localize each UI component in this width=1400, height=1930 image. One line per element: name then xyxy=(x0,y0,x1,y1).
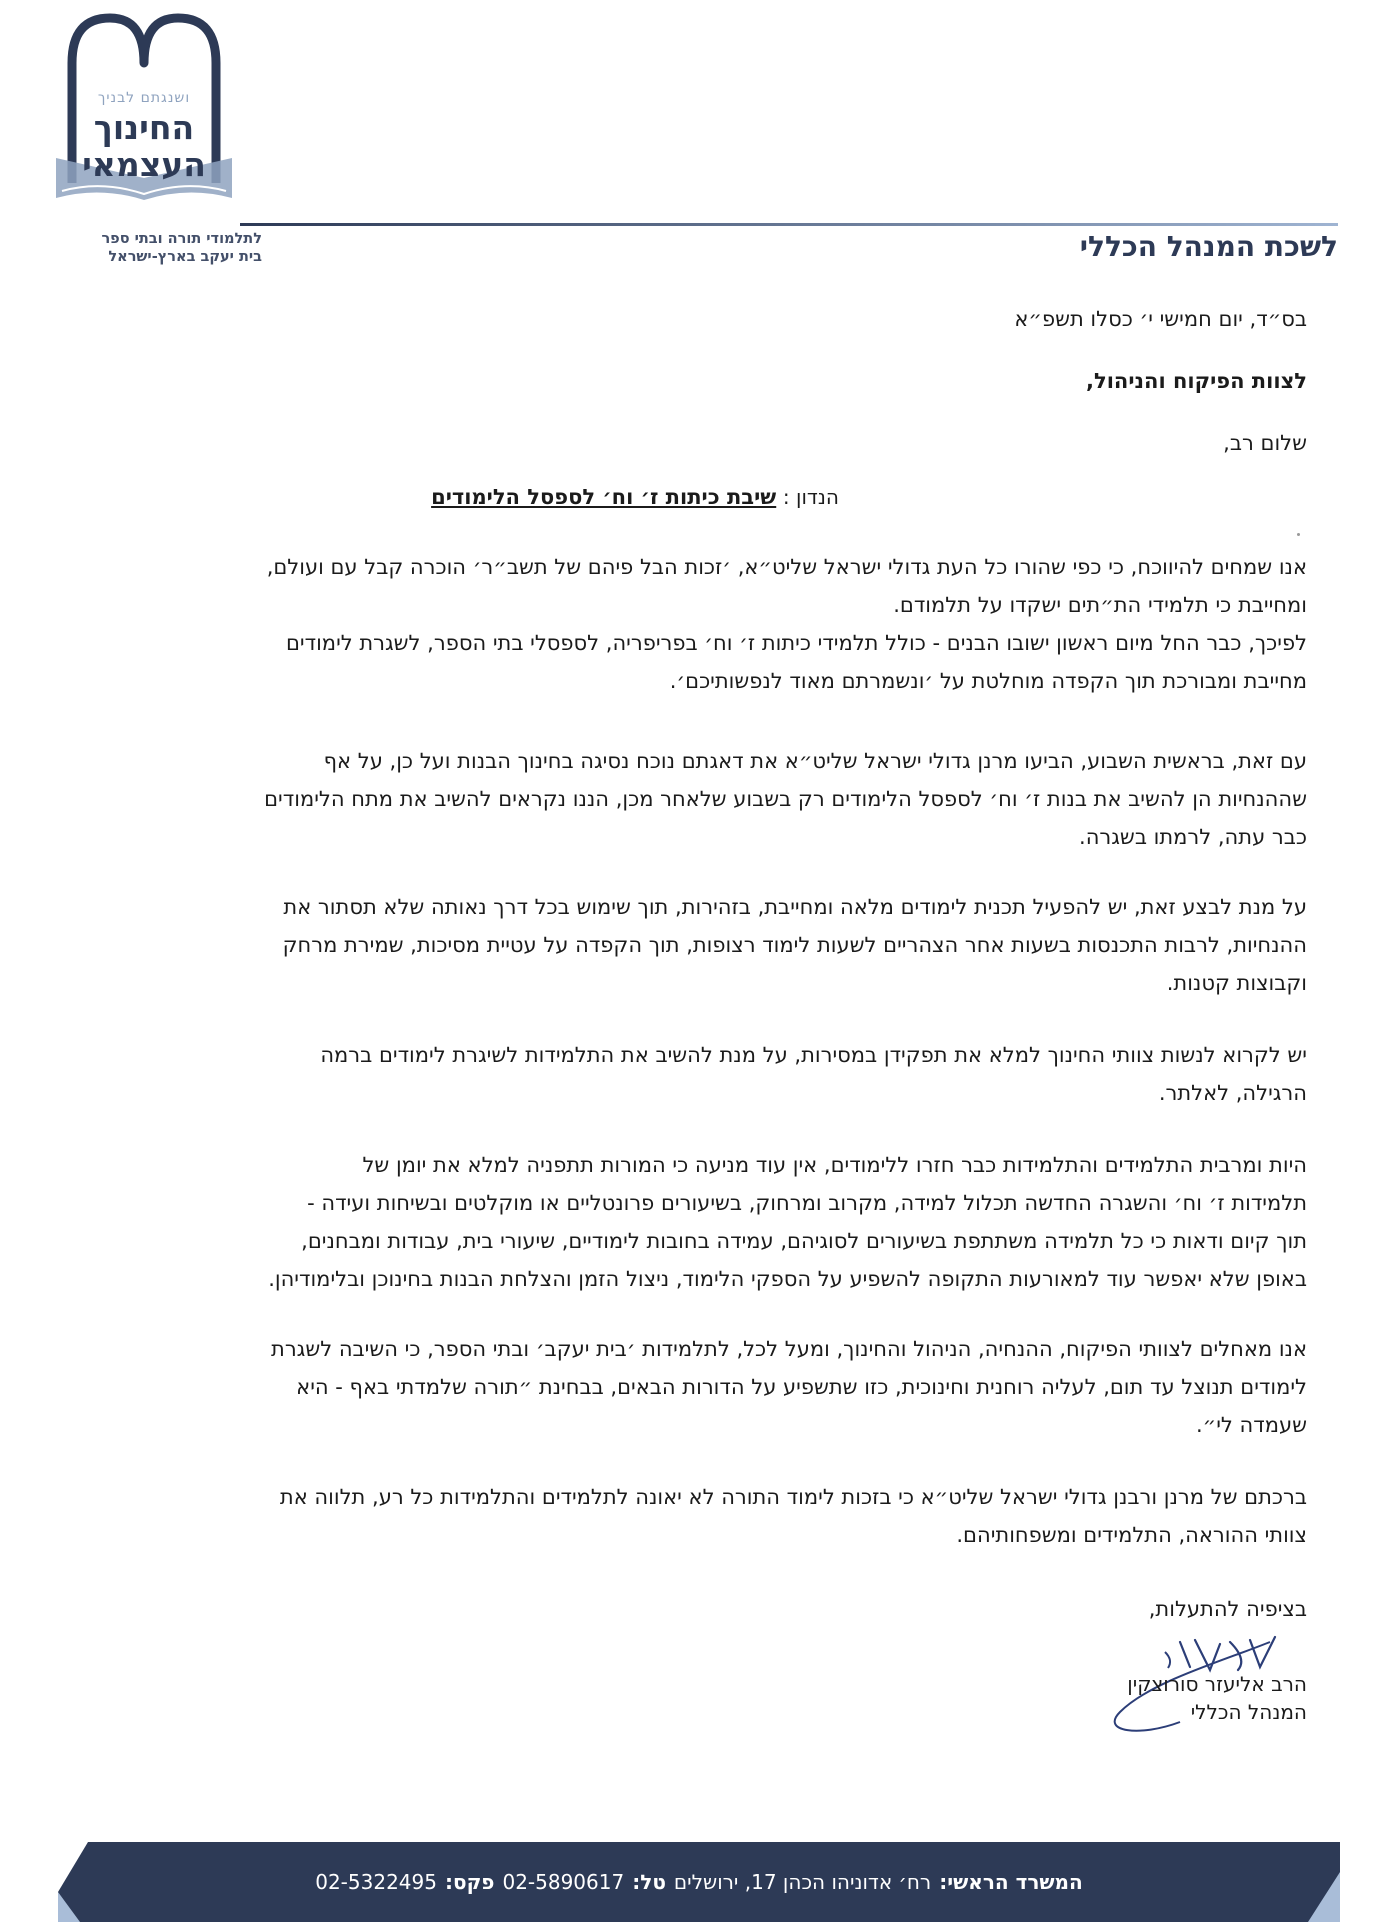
footer-fax: 02-5322495 xyxy=(315,1870,437,1894)
paragraph-4 xyxy=(108,1036,1307,1112)
footer-contact xyxy=(58,1842,1340,1922)
letter-greeting: שלום רב, xyxy=(1223,431,1307,455)
logo-name-line1: החינוך xyxy=(93,108,195,147)
footer-phone-label: טל: xyxy=(632,1870,666,1894)
paragraph-line: אנו שמחים להיווכח, כי כפי שהורו כל העת גדולי ישראל שליט״א, ׳זכות הבל פיהם של תשב״ר׳ הוכרה קבל עם ועולם, xyxy=(266,555,1307,579)
footer-bar xyxy=(58,1842,1340,1922)
logo-motto: ושנגתם לבניך xyxy=(97,90,191,106)
signer-title: המנהל הכללי xyxy=(1190,1700,1307,1724)
footer-label: המשרד הראשי: xyxy=(939,1870,1083,1894)
paragraph-line: באופן שלא יאפשר עוד למאורעות התקופה להשפיע על הספקי הלימוד, ניצול הזמן והצלחת הבנות בחינוכן ובלימודיהן. xyxy=(268,1267,1307,1291)
paragraph-line: ומחייבת כי תלמידי הת״תים ישקדו על תלמודם. xyxy=(893,593,1307,617)
paragraph-line: צוותי ההוראה, התלמידים ומשפחותיהם. xyxy=(956,1523,1307,1547)
paragraph-line: היות ומרבית התלמידים והתלמידות כבר חזרו ללימודים, אין עוד מניעה כי המורות תתפניה למלא את יומן של xyxy=(362,1153,1307,1177)
paragraph-1 xyxy=(108,548,1307,700)
paragraph-line: הרגילה, לאלתר. xyxy=(1158,1081,1307,1105)
paragraph-line: ההנחיות, לרבות התכנסות בשעות אחר הצהריים לשעות לימוד רצופות, תוך הקפדה על עטיית מסיכות, שמירת מרחק xyxy=(282,933,1307,957)
letter-subject xyxy=(0,478,1400,516)
letter-closing: בציפיה להתעלות, xyxy=(1148,1597,1307,1621)
paragraph-line: תלמידות ז׳ וח׳ והשגרה החדשה תכלול למידה, מקרוב ומרחוק, בשיעורים פרונטליים או מוקלטים ובשיחות ועידה - xyxy=(307,1191,1307,1215)
stray-dot xyxy=(1297,533,1300,536)
paragraph-line: עם זאת, בראשית השבוע, הביעו מרנן גדולי ישראל שליט״א את דאגתם נוכח נסיגה בחינוך הבנות ועל כן, על אף xyxy=(323,749,1307,773)
paragraph-2 xyxy=(108,742,1307,856)
organization-logo xyxy=(50,8,238,213)
paragraph-line: לימודים תנוצל עד תום, לעליה רוחנית וחינוכית, כזו שתשפיע על הדורות הבאים, בבחינת ״תורה שלמדתי באף - היא xyxy=(296,1375,1307,1399)
paragraph-line: תוך קיום ודאות כי כל תלמידה משתתפת בשיעורים לסוגיהם, עמידה בחובות לימודיים, שיעורי בית, עבודות ומבחנים, xyxy=(301,1229,1307,1253)
office-title: לשכת המנהל הכללי xyxy=(1079,230,1338,263)
paragraph-line: ברכתם של מרנן ורבנן גדולי ישראל שליט״א כי בזכות לימוד התורה לא יאונה לתלמידים והתלמידות כל רע, תלווה את xyxy=(279,1485,1307,1509)
subject-label: הנדון : xyxy=(782,485,839,509)
signer-name: הרב אליעזר סורוצקין xyxy=(1127,1672,1307,1696)
paragraph-line: שההנחיות הן להשיב את בנות ז׳ וח׳ לספסל הלימודים רק בשבוע שלאחר מכן, הננו נקראים להשיב את מתח הלימודים xyxy=(264,787,1307,811)
paragraph-line: לפיכך, כבר החל מיום ראשון ישובו הבנים - כולל תלמידי כיתות ז׳ וח׳ בפריפריה, לספסלי בתי הספר, לשגרת לימודים xyxy=(285,631,1307,655)
subject-text: שיבת כיתות ז׳ וח׳ לספסל הלימודים xyxy=(431,485,777,509)
org-tagline-1: לתלמודי תורה ובתי ספר xyxy=(101,231,262,247)
paragraph-6 xyxy=(108,1330,1307,1444)
paragraph-7 xyxy=(108,1478,1307,1554)
letter-addressee: לצוות הפיקוח והניהול, xyxy=(1086,369,1307,393)
paragraph-line: על מנת לבצע זאת, יש להפעיל תכנית לימודים מלאה ומחייבת, בזהירות, תוך שימוש בכל דרך נאותה שלא תסתור את xyxy=(283,895,1307,919)
org-tagline-2: בית יעקב בארץ-ישראל xyxy=(108,249,262,265)
logo-name-line2: העצמאי xyxy=(82,145,206,184)
paragraph-line: שעמדה לי״. xyxy=(1196,1413,1307,1437)
letter-date: בס״ד, יום חמישי י׳ כסלו תשפ״א xyxy=(1014,307,1307,331)
footer-phone: 02-5890617 xyxy=(502,1870,625,1894)
paragraph-3 xyxy=(108,888,1307,1002)
paragraph-line: מחייבת ומבורכת תוך הקפדה מוחלטת על ׳ונשמרתם מאוד לנפשותיכם׳. xyxy=(669,669,1307,693)
paragraph-line: כבר עתה, לרמתו בשגרה. xyxy=(1079,825,1307,849)
header-divider xyxy=(240,223,1338,226)
paragraph-5 xyxy=(108,1146,1307,1298)
footer-address: רח׳ אדוניהו הכהן 17, ירושלים xyxy=(673,1870,932,1894)
paragraph-line: יש לקרוא לנשות צוותי החינוך למלא את תפקידן במסירות, על מנת להשיב את התלמידות לשיגרת לימודים ברמה xyxy=(320,1043,1307,1067)
footer-fax-label: פקס: xyxy=(444,1870,495,1894)
paragraph-line: אנו מאחלים לצוותי הפיקוח, ההנחיה, הניהול והחינוך, ומעל לכל, לתלמידות ׳בית יעקב׳ ובתי הספר, כי השיבה לשגרת xyxy=(271,1337,1307,1361)
paragraph-line: וקבוצות קטנות. xyxy=(1166,971,1307,995)
